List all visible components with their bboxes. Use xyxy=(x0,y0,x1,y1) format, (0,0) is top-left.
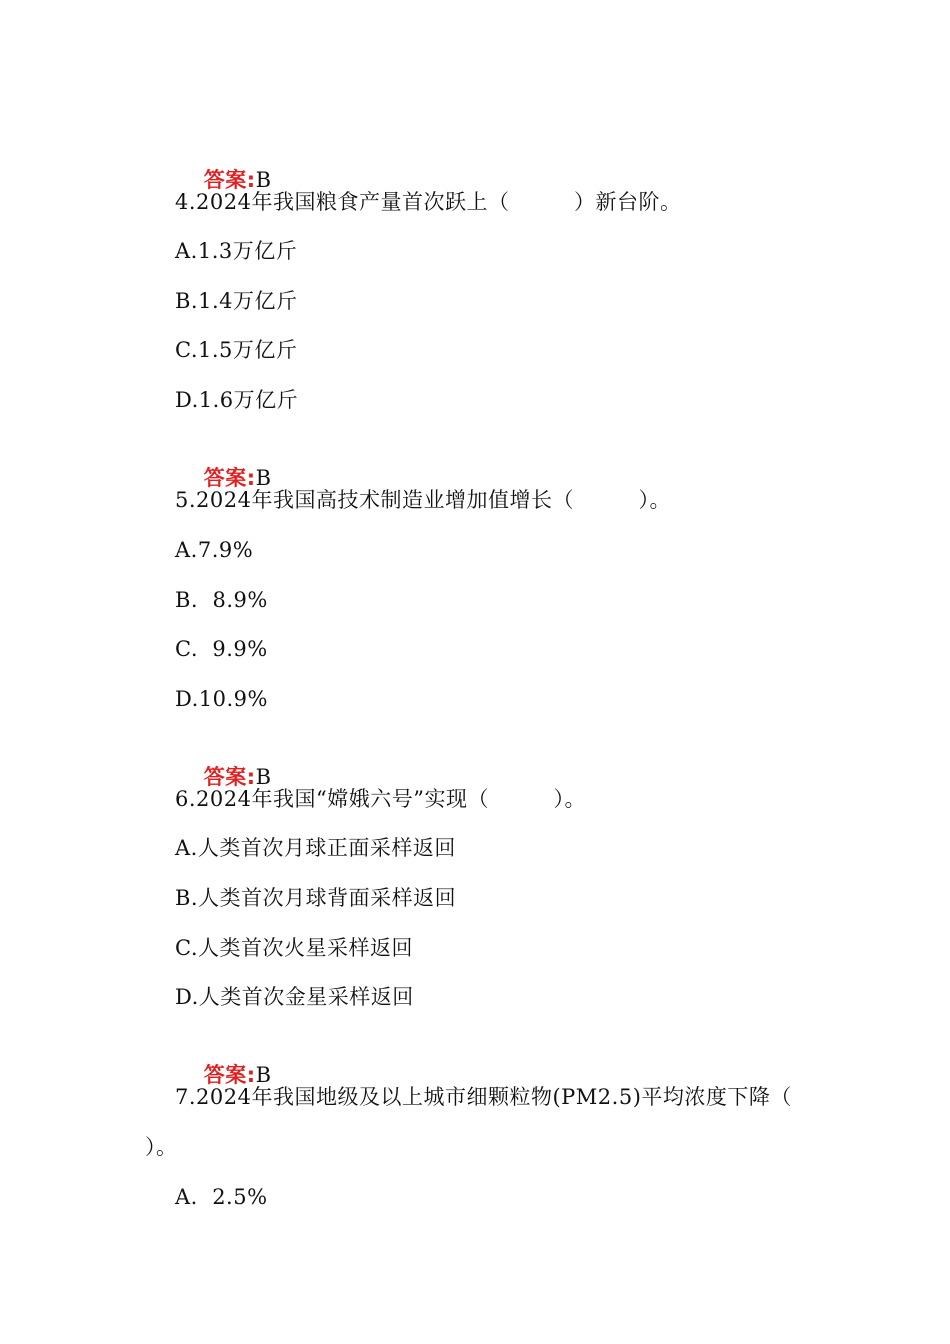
question-7-continuation: ）。 xyxy=(145,1135,178,1159)
option-b: B. 8.9% xyxy=(175,588,268,612)
option-b: B.1.4万亿斤 xyxy=(175,289,298,313)
option-d: D.10.9% xyxy=(175,687,268,711)
answer-value: B xyxy=(255,168,272,192)
question-7: 7.2024年我国地级及以上城市细颗粒物(PM2.5)平均浓度下降（ xyxy=(175,1085,792,1109)
option-b: B.人类首次月球背面采样返回 xyxy=(175,886,457,910)
option-d: D.人类首次金星采样返回 xyxy=(175,985,414,1009)
question-4: 4.2024年我国粮食产量首次跃上（ ）新台阶。 xyxy=(175,190,682,214)
answer-label: 答案: xyxy=(203,466,256,490)
option-c: C.人类首次火星采样返回 xyxy=(175,936,413,960)
answer-label: 答案: xyxy=(203,168,256,192)
option-d: D.1.6万亿斤 xyxy=(175,388,299,412)
option-c: C.1.5万亿斤 xyxy=(175,338,298,362)
answer-value: B xyxy=(255,765,272,789)
answer-label: 答案: xyxy=(203,765,256,789)
option-a: A.7.9% xyxy=(175,538,254,562)
answer-value: B xyxy=(255,1063,272,1087)
question-5: 5.2024年我国高技术制造业增加值增长（ ）。 xyxy=(175,488,671,512)
option-a: A.1.3万亿斤 xyxy=(175,239,298,263)
answer-value: B xyxy=(255,466,272,490)
answer-label: 答案: xyxy=(203,1063,256,1087)
option-c: C. 9.9% xyxy=(175,637,268,661)
question-6: 6.2024年我国“嫦娥六号”实现（ ）。 xyxy=(175,787,586,811)
option-a: A.人类首次月球正面采样返回 xyxy=(175,836,456,860)
option-a: A. 2.5% xyxy=(175,1185,268,1209)
